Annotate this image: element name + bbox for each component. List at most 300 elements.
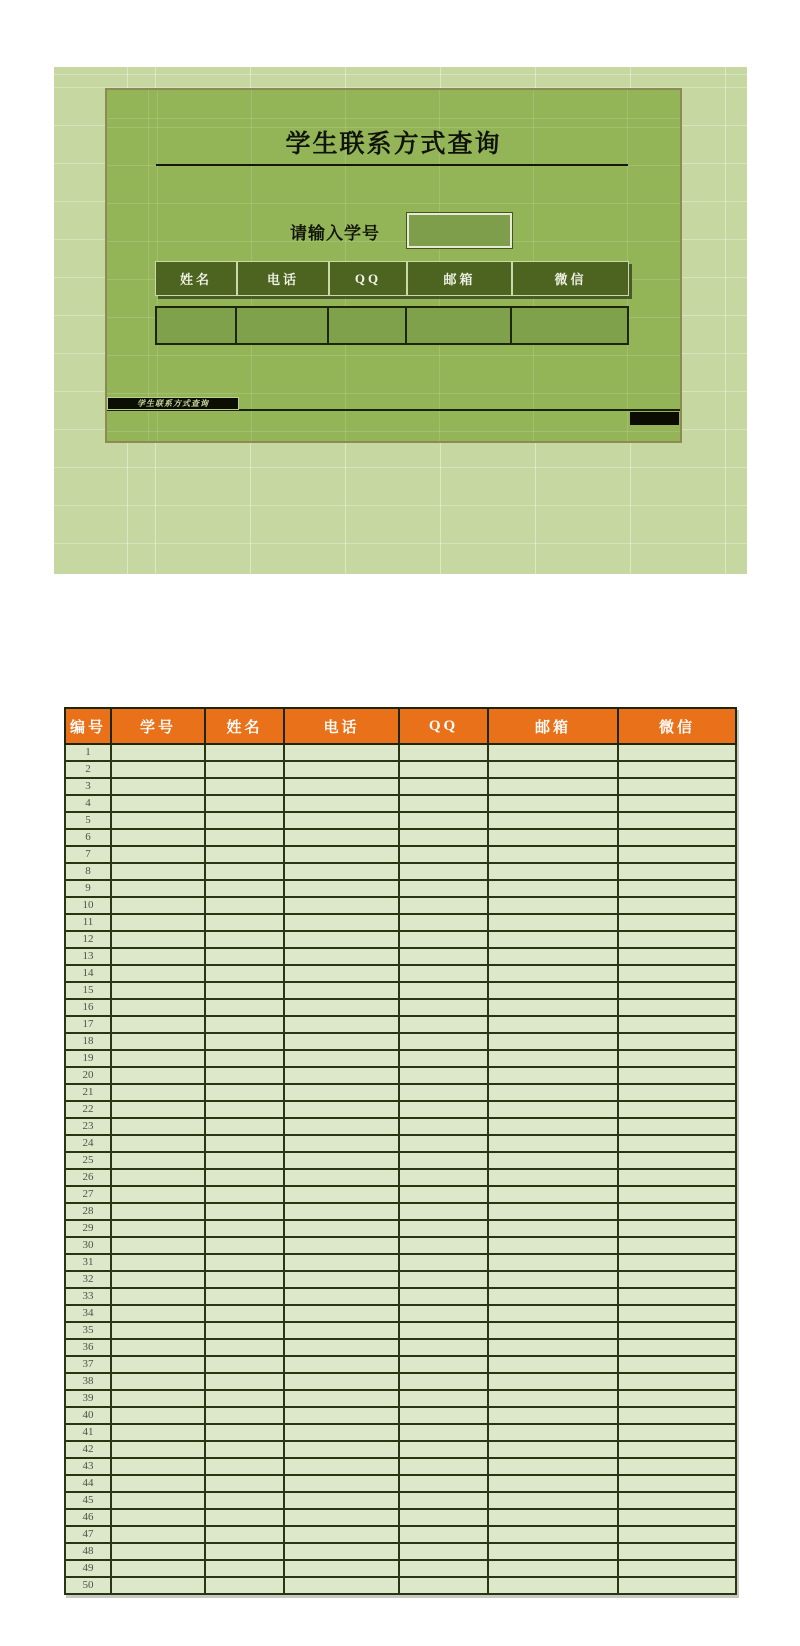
empty-data-cell[interactable] xyxy=(111,846,205,863)
empty-data-cell[interactable] xyxy=(205,1237,284,1254)
empty-data-cell[interactable] xyxy=(399,1475,488,1492)
empty-data-cell[interactable] xyxy=(111,1543,205,1560)
empty-data-cell[interactable] xyxy=(488,1339,618,1356)
row-number-cell[interactable]: 40 xyxy=(65,1407,111,1424)
empty-data-cell[interactable] xyxy=(399,1016,488,1033)
empty-data-cell[interactable] xyxy=(488,1118,618,1135)
empty-data-cell[interactable] xyxy=(618,1288,736,1305)
empty-data-cell[interactable] xyxy=(284,1101,399,1118)
empty-data-cell[interactable] xyxy=(205,795,284,812)
empty-data-cell[interactable] xyxy=(111,1373,205,1390)
empty-data-cell[interactable] xyxy=(618,1560,736,1577)
empty-data-cell[interactable] xyxy=(205,1492,284,1509)
row-number-cell[interactable]: 43 xyxy=(65,1458,111,1475)
empty-data-cell[interactable] xyxy=(284,982,399,999)
row-number-cell[interactable]: 30 xyxy=(65,1237,111,1254)
empty-data-cell[interactable] xyxy=(284,1526,399,1543)
row-number-cell[interactable]: 23 xyxy=(65,1118,111,1135)
row-number-cell[interactable]: 16 xyxy=(65,999,111,1016)
empty-data-cell[interactable] xyxy=(205,1288,284,1305)
empty-data-cell[interactable] xyxy=(205,1084,284,1101)
empty-data-cell[interactable] xyxy=(618,914,736,931)
empty-data-cell[interactable] xyxy=(111,1509,205,1526)
empty-data-cell[interactable] xyxy=(399,1373,488,1390)
empty-data-cell[interactable] xyxy=(205,897,284,914)
empty-data-cell[interactable] xyxy=(111,1220,205,1237)
row-number-cell[interactable]: 4 xyxy=(65,795,111,812)
empty-data-cell[interactable] xyxy=(399,744,488,761)
empty-data-cell[interactable] xyxy=(399,1288,488,1305)
empty-data-cell[interactable] xyxy=(399,982,488,999)
empty-data-cell[interactable] xyxy=(618,1322,736,1339)
empty-data-cell[interactable] xyxy=(488,778,618,795)
empty-data-cell[interactable] xyxy=(205,931,284,948)
empty-data-cell[interactable] xyxy=(111,1526,205,1543)
row-number-cell[interactable]: 20 xyxy=(65,1067,111,1084)
empty-data-cell[interactable] xyxy=(399,761,488,778)
empty-data-cell[interactable] xyxy=(488,1373,618,1390)
empty-data-cell[interactable] xyxy=(488,1305,618,1322)
empty-data-cell[interactable] xyxy=(618,1305,736,1322)
empty-data-cell[interactable] xyxy=(205,1254,284,1271)
empty-data-cell[interactable] xyxy=(111,1577,205,1594)
empty-data-cell[interactable] xyxy=(205,1186,284,1203)
empty-data-cell[interactable] xyxy=(488,1135,618,1152)
row-number-cell[interactable]: 47 xyxy=(65,1526,111,1543)
row-number-cell[interactable]: 50 xyxy=(65,1577,111,1594)
empty-data-cell[interactable] xyxy=(488,1254,618,1271)
empty-data-cell[interactable] xyxy=(488,1169,618,1186)
empty-data-cell[interactable] xyxy=(284,1356,399,1373)
empty-data-cell[interactable] xyxy=(399,931,488,948)
empty-data-cell[interactable] xyxy=(488,948,618,965)
empty-data-cell[interactable] xyxy=(284,1067,399,1084)
row-number-cell[interactable]: 25 xyxy=(65,1152,111,1169)
empty-data-cell[interactable] xyxy=(284,812,399,829)
empty-data-cell[interactable] xyxy=(111,880,205,897)
empty-data-cell[interactable] xyxy=(284,863,399,880)
empty-data-cell[interactable] xyxy=(488,931,618,948)
empty-data-cell[interactable] xyxy=(205,1067,284,1084)
empty-data-cell[interactable] xyxy=(399,863,488,880)
empty-data-cell[interactable] xyxy=(399,1526,488,1543)
empty-data-cell[interactable] xyxy=(488,1084,618,1101)
empty-data-cell[interactable] xyxy=(618,1050,736,1067)
empty-data-cell[interactable] xyxy=(399,914,488,931)
empty-data-cell[interactable] xyxy=(488,795,618,812)
row-number-cell[interactable]: 28 xyxy=(65,1203,111,1220)
empty-data-cell[interactable] xyxy=(284,948,399,965)
empty-data-cell[interactable] xyxy=(399,829,488,846)
empty-data-cell[interactable] xyxy=(488,863,618,880)
empty-data-cell[interactable] xyxy=(618,1186,736,1203)
empty-data-cell[interactable] xyxy=(284,1152,399,1169)
empty-data-cell[interactable] xyxy=(284,829,399,846)
empty-data-cell[interactable] xyxy=(284,1169,399,1186)
empty-data-cell[interactable] xyxy=(284,795,399,812)
empty-data-cell[interactable] xyxy=(488,1560,618,1577)
row-number-cell[interactable]: 31 xyxy=(65,1254,111,1271)
empty-data-cell[interactable] xyxy=(399,1067,488,1084)
empty-data-cell[interactable] xyxy=(284,1458,399,1475)
empty-data-cell[interactable] xyxy=(111,812,205,829)
empty-data-cell[interactable] xyxy=(399,1050,488,1067)
empty-data-cell[interactable] xyxy=(284,1016,399,1033)
empty-data-cell[interactable] xyxy=(111,1237,205,1254)
empty-data-cell[interactable] xyxy=(618,863,736,880)
empty-data-cell[interactable] xyxy=(284,1543,399,1560)
empty-data-cell[interactable] xyxy=(399,846,488,863)
empty-data-cell[interactable] xyxy=(399,812,488,829)
empty-data-cell[interactable] xyxy=(111,1135,205,1152)
empty-data-cell[interactable] xyxy=(111,1254,205,1271)
empty-data-cell[interactable] xyxy=(205,778,284,795)
empty-data-cell[interactable] xyxy=(205,1118,284,1135)
empty-data-cell[interactable] xyxy=(205,812,284,829)
empty-data-cell[interactable] xyxy=(111,1356,205,1373)
row-number-cell[interactable]: 34 xyxy=(65,1305,111,1322)
empty-data-cell[interactable] xyxy=(111,1339,205,1356)
empty-data-cell[interactable] xyxy=(618,880,736,897)
empty-data-cell[interactable] xyxy=(284,1339,399,1356)
empty-data-cell[interactable] xyxy=(618,1237,736,1254)
empty-data-cell[interactable] xyxy=(205,1033,284,1050)
empty-data-cell[interactable] xyxy=(399,1118,488,1135)
empty-data-cell[interactable] xyxy=(488,1203,618,1220)
empty-data-cell[interactable] xyxy=(284,1050,399,1067)
empty-data-cell[interactable] xyxy=(284,846,399,863)
empty-data-cell[interactable] xyxy=(618,982,736,999)
empty-data-cell[interactable] xyxy=(205,1203,284,1220)
empty-data-cell[interactable] xyxy=(488,1543,618,1560)
empty-data-cell[interactable] xyxy=(488,1288,618,1305)
empty-data-cell[interactable] xyxy=(399,999,488,1016)
empty-data-cell[interactable] xyxy=(488,1441,618,1458)
empty-data-cell[interactable] xyxy=(618,1509,736,1526)
empty-data-cell[interactable] xyxy=(284,999,399,1016)
empty-data-cell[interactable] xyxy=(111,778,205,795)
empty-data-cell[interactable] xyxy=(111,1084,205,1101)
empty-data-cell[interactable] xyxy=(399,1356,488,1373)
empty-data-cell[interactable] xyxy=(205,1135,284,1152)
empty-data-cell[interactable] xyxy=(399,1407,488,1424)
empty-data-cell[interactable] xyxy=(111,1067,205,1084)
row-number-cell[interactable]: 27 xyxy=(65,1186,111,1203)
empty-data-cell[interactable] xyxy=(488,1067,618,1084)
empty-data-cell[interactable] xyxy=(111,1016,205,1033)
row-number-cell[interactable]: 37 xyxy=(65,1356,111,1373)
row-number-cell[interactable]: 21 xyxy=(65,1084,111,1101)
empty-data-cell[interactable] xyxy=(284,1492,399,1509)
empty-data-cell[interactable] xyxy=(399,1322,488,1339)
empty-data-cell[interactable] xyxy=(399,1220,488,1237)
empty-data-cell[interactable] xyxy=(618,1390,736,1407)
empty-data-cell[interactable] xyxy=(284,1203,399,1220)
row-number-cell[interactable]: 46 xyxy=(65,1509,111,1526)
empty-data-cell[interactable] xyxy=(399,1560,488,1577)
empty-data-cell[interactable] xyxy=(488,999,618,1016)
empty-data-cell[interactable] xyxy=(205,863,284,880)
empty-data-cell[interactable] xyxy=(618,761,736,778)
empty-data-cell[interactable] xyxy=(488,982,618,999)
empty-data-cell[interactable] xyxy=(399,1203,488,1220)
empty-data-cell[interactable] xyxy=(111,795,205,812)
empty-data-cell[interactable] xyxy=(399,1305,488,1322)
empty-data-cell[interactable] xyxy=(205,1016,284,1033)
empty-data-cell[interactable] xyxy=(205,829,284,846)
row-number-cell[interactable]: 49 xyxy=(65,1560,111,1577)
empty-data-cell[interactable] xyxy=(205,1152,284,1169)
empty-data-cell[interactable] xyxy=(488,1458,618,1475)
empty-data-cell[interactable] xyxy=(399,1271,488,1288)
empty-data-cell[interactable] xyxy=(488,1271,618,1288)
empty-data-cell[interactable] xyxy=(618,744,736,761)
row-number-cell[interactable]: 36 xyxy=(65,1339,111,1356)
empty-data-cell[interactable] xyxy=(488,1424,618,1441)
empty-data-cell[interactable] xyxy=(111,1288,205,1305)
empty-data-cell[interactable] xyxy=(205,1458,284,1475)
empty-data-cell[interactable] xyxy=(205,1169,284,1186)
empty-data-cell[interactable] xyxy=(205,1424,284,1441)
empty-data-cell[interactable] xyxy=(205,1407,284,1424)
empty-data-cell[interactable] xyxy=(618,1458,736,1475)
row-number-cell[interactable]: 38 xyxy=(65,1373,111,1390)
empty-data-cell[interactable] xyxy=(618,1084,736,1101)
empty-data-cell[interactable] xyxy=(618,1339,736,1356)
empty-data-cell[interactable] xyxy=(488,1186,618,1203)
row-number-cell[interactable]: 6 xyxy=(65,829,111,846)
empty-data-cell[interactable] xyxy=(284,1475,399,1492)
empty-data-cell[interactable] xyxy=(618,1475,736,1492)
empty-data-cell[interactable] xyxy=(111,1271,205,1288)
empty-data-cell[interactable] xyxy=(111,948,205,965)
row-number-cell[interactable]: 45 xyxy=(65,1492,111,1509)
empty-data-cell[interactable] xyxy=(488,846,618,863)
empty-data-cell[interactable] xyxy=(399,1339,488,1356)
empty-data-cell[interactable] xyxy=(488,1322,618,1339)
row-number-cell[interactable]: 13 xyxy=(65,948,111,965)
empty-data-cell[interactable] xyxy=(399,1237,488,1254)
empty-data-cell[interactable] xyxy=(618,1203,736,1220)
empty-data-cell[interactable] xyxy=(111,761,205,778)
empty-data-cell[interactable] xyxy=(399,1390,488,1407)
empty-data-cell[interactable] xyxy=(618,1016,736,1033)
empty-data-cell[interactable] xyxy=(488,1152,618,1169)
empty-data-cell[interactable] xyxy=(399,1509,488,1526)
row-number-cell[interactable]: 35 xyxy=(65,1322,111,1339)
empty-data-cell[interactable] xyxy=(284,1186,399,1203)
empty-data-cell[interactable] xyxy=(488,744,618,761)
empty-data-cell[interactable] xyxy=(399,795,488,812)
empty-data-cell[interactable] xyxy=(488,1016,618,1033)
empty-data-cell[interactable] xyxy=(618,1101,736,1118)
empty-data-cell[interactable] xyxy=(284,1509,399,1526)
row-number-cell[interactable]: 26 xyxy=(65,1169,111,1186)
empty-data-cell[interactable] xyxy=(618,1492,736,1509)
empty-data-cell[interactable] xyxy=(618,846,736,863)
empty-data-cell[interactable] xyxy=(488,1356,618,1373)
empty-data-cell[interactable] xyxy=(205,1509,284,1526)
row-number-cell[interactable]: 18 xyxy=(65,1033,111,1050)
empty-data-cell[interactable] xyxy=(488,1033,618,1050)
empty-data-cell[interactable] xyxy=(205,1050,284,1067)
row-number-cell[interactable]: 5 xyxy=(65,812,111,829)
empty-data-cell[interactable] xyxy=(618,897,736,914)
horizontal-scrollbar-thumb[interactable] xyxy=(630,412,679,425)
empty-data-cell[interactable] xyxy=(284,761,399,778)
empty-data-cell[interactable] xyxy=(284,1288,399,1305)
empty-data-cell[interactable] xyxy=(284,744,399,761)
empty-data-cell[interactable] xyxy=(618,1169,736,1186)
empty-data-cell[interactable] xyxy=(284,1577,399,1594)
row-number-cell[interactable]: 7 xyxy=(65,846,111,863)
empty-data-cell[interactable] xyxy=(399,1101,488,1118)
empty-data-cell[interactable] xyxy=(488,1475,618,1492)
empty-data-cell[interactable] xyxy=(205,1526,284,1543)
empty-data-cell[interactable] xyxy=(399,1135,488,1152)
empty-data-cell[interactable] xyxy=(111,1186,205,1203)
empty-data-cell[interactable] xyxy=(618,1407,736,1424)
empty-data-cell[interactable] xyxy=(399,948,488,965)
row-number-cell[interactable]: 33 xyxy=(65,1288,111,1305)
empty-data-cell[interactable] xyxy=(618,1220,736,1237)
row-number-cell[interactable]: 10 xyxy=(65,897,111,914)
empty-data-cell[interactable] xyxy=(488,1509,618,1526)
empty-data-cell[interactable] xyxy=(488,1390,618,1407)
empty-data-cell[interactable] xyxy=(284,1271,399,1288)
empty-data-cell[interactable] xyxy=(399,965,488,982)
empty-data-cell[interactable] xyxy=(111,1101,205,1118)
row-number-cell[interactable]: 48 xyxy=(65,1543,111,1560)
empty-data-cell[interactable] xyxy=(399,1543,488,1560)
empty-data-cell[interactable] xyxy=(111,1203,205,1220)
empty-data-cell[interactable] xyxy=(284,778,399,795)
empty-data-cell[interactable] xyxy=(205,1475,284,1492)
row-number-cell[interactable]: 44 xyxy=(65,1475,111,1492)
empty-data-cell[interactable] xyxy=(284,1441,399,1458)
empty-data-cell[interactable] xyxy=(488,1492,618,1509)
empty-data-cell[interactable] xyxy=(399,1458,488,1475)
empty-data-cell[interactable] xyxy=(618,1526,736,1543)
empty-data-cell[interactable] xyxy=(205,761,284,778)
empty-data-cell[interactable] xyxy=(111,1492,205,1509)
empty-data-cell[interactable] xyxy=(205,982,284,999)
empty-data-cell[interactable] xyxy=(111,863,205,880)
row-number-cell[interactable]: 15 xyxy=(65,982,111,999)
empty-data-cell[interactable] xyxy=(488,897,618,914)
empty-data-cell[interactable] xyxy=(399,1577,488,1594)
empty-data-cell[interactable] xyxy=(488,880,618,897)
empty-data-cell[interactable] xyxy=(399,897,488,914)
empty-data-cell[interactable] xyxy=(618,812,736,829)
row-number-cell[interactable]: 39 xyxy=(65,1390,111,1407)
empty-data-cell[interactable] xyxy=(618,1577,736,1594)
empty-data-cell[interactable] xyxy=(111,914,205,931)
empty-data-cell[interactable] xyxy=(205,914,284,931)
row-number-cell[interactable]: 17 xyxy=(65,1016,111,1033)
empty-data-cell[interactable] xyxy=(111,1458,205,1475)
empty-data-cell[interactable] xyxy=(111,1475,205,1492)
empty-data-cell[interactable] xyxy=(488,965,618,982)
empty-data-cell[interactable] xyxy=(618,1356,736,1373)
empty-data-cell[interactable] xyxy=(205,1220,284,1237)
empty-data-cell[interactable] xyxy=(205,1577,284,1594)
empty-data-cell[interactable] xyxy=(284,1033,399,1050)
row-number-cell[interactable]: 29 xyxy=(65,1220,111,1237)
empty-data-cell[interactable] xyxy=(284,880,399,897)
row-number-cell[interactable]: 1 xyxy=(65,744,111,761)
empty-data-cell[interactable] xyxy=(111,1152,205,1169)
empty-data-cell[interactable] xyxy=(284,897,399,914)
empty-data-cell[interactable] xyxy=(284,1254,399,1271)
empty-data-cell[interactable] xyxy=(205,1305,284,1322)
empty-data-cell[interactable] xyxy=(111,1305,205,1322)
empty-data-cell[interactable] xyxy=(488,1407,618,1424)
empty-data-cell[interactable] xyxy=(618,1543,736,1560)
empty-data-cell[interactable] xyxy=(205,1543,284,1560)
row-number-cell[interactable]: 22 xyxy=(65,1101,111,1118)
empty-data-cell[interactable] xyxy=(205,948,284,965)
empty-data-cell[interactable] xyxy=(205,1373,284,1390)
row-number-cell[interactable]: 3 xyxy=(65,778,111,795)
empty-data-cell[interactable] xyxy=(488,1526,618,1543)
empty-data-cell[interactable] xyxy=(111,999,205,1016)
empty-data-cell[interactable] xyxy=(111,1050,205,1067)
empty-data-cell[interactable] xyxy=(618,1152,736,1169)
empty-data-cell[interactable] xyxy=(488,1101,618,1118)
empty-data-cell[interactable] xyxy=(618,1254,736,1271)
empty-data-cell[interactable] xyxy=(205,744,284,761)
empty-data-cell[interactable] xyxy=(488,914,618,931)
empty-data-cell[interactable] xyxy=(111,1169,205,1186)
empty-data-cell[interactable] xyxy=(111,982,205,999)
empty-data-cell[interactable] xyxy=(284,1135,399,1152)
empty-data-cell[interactable] xyxy=(111,965,205,982)
empty-data-cell[interactable] xyxy=(284,1390,399,1407)
empty-data-cell[interactable] xyxy=(205,1101,284,1118)
empty-data-cell[interactable] xyxy=(111,1322,205,1339)
row-number-cell[interactable]: 24 xyxy=(65,1135,111,1152)
empty-data-cell[interactable] xyxy=(111,897,205,914)
empty-data-cell[interactable] xyxy=(618,1118,736,1135)
empty-data-cell[interactable] xyxy=(284,1084,399,1101)
empty-data-cell[interactable] xyxy=(284,1407,399,1424)
empty-data-cell[interactable] xyxy=(111,1390,205,1407)
empty-data-cell[interactable] xyxy=(205,999,284,1016)
empty-data-cell[interactable] xyxy=(284,1560,399,1577)
empty-data-cell[interactable] xyxy=(284,1220,399,1237)
empty-data-cell[interactable] xyxy=(488,1577,618,1594)
empty-data-cell[interactable] xyxy=(284,965,399,982)
empty-data-cell[interactable] xyxy=(284,1424,399,1441)
empty-data-cell[interactable] xyxy=(205,880,284,897)
empty-data-cell[interactable] xyxy=(488,812,618,829)
row-number-cell[interactable]: 14 xyxy=(65,965,111,982)
row-number-cell[interactable]: 2 xyxy=(65,761,111,778)
empty-data-cell[interactable] xyxy=(205,846,284,863)
empty-data-cell[interactable] xyxy=(618,1033,736,1050)
empty-data-cell[interactable] xyxy=(488,1237,618,1254)
empty-data-cell[interactable] xyxy=(284,1305,399,1322)
empty-data-cell[interactable] xyxy=(618,1271,736,1288)
empty-data-cell[interactable] xyxy=(111,1441,205,1458)
empty-data-cell[interactable] xyxy=(399,1033,488,1050)
row-number-cell[interactable]: 42 xyxy=(65,1441,111,1458)
empty-data-cell[interactable] xyxy=(205,1322,284,1339)
empty-data-cell[interactable] xyxy=(111,1560,205,1577)
empty-data-cell[interactable] xyxy=(111,1033,205,1050)
empty-data-cell[interactable] xyxy=(488,1220,618,1237)
